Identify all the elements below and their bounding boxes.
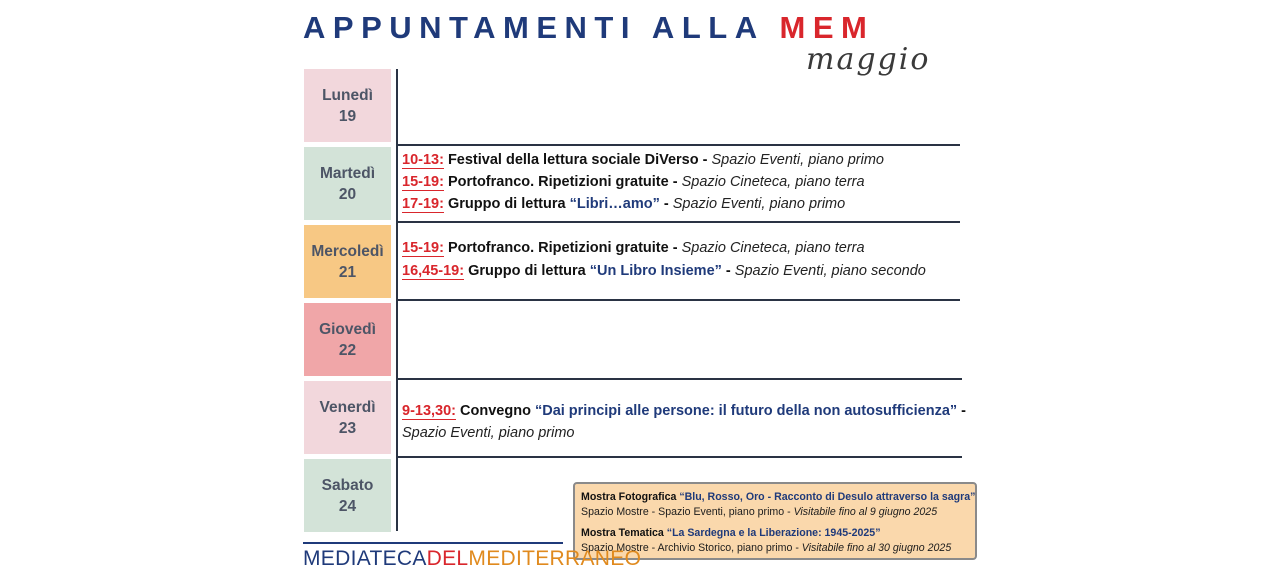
exhibition-location: Spazio Mostre - Spazio Eventi, piano primo - <box>581 505 794 518</box>
exhibition-details <box>581 505 969 520</box>
event-quote: “Un Libro Insieme” <box>589 263 722 279</box>
row-divider <box>398 456 962 458</box>
logo-part-mediateca: MEDIATECA <box>303 547 427 570</box>
event-time: 10-13: <box>402 152 444 168</box>
day-name: Giovedì <box>319 320 376 338</box>
title-highlight: MEM <box>779 10 875 45</box>
day-name: Sabato <box>321 476 374 494</box>
event-title: Convegno <box>456 403 535 419</box>
exhibition-title <box>581 526 969 541</box>
event-time: 15-19: <box>402 174 444 190</box>
day-box-monday <box>304 69 391 142</box>
page-title <box>303 10 874 46</box>
event-separator: - <box>668 174 682 190</box>
event-title: Gruppo di lettura <box>464 263 590 279</box>
day-number: 21 <box>338 263 357 281</box>
event-quote: “Dai principi alle persone: il futuro della non autosufficienza” <box>534 403 958 419</box>
wednesday-events <box>402 237 926 283</box>
event-separator: - <box>698 152 712 168</box>
event-title: Portofranco. Ripetizioni gratuite <box>443 174 669 190</box>
row-divider <box>398 144 960 146</box>
day-number: 22 <box>338 341 357 359</box>
footer-rule <box>303 542 563 544</box>
logo-part-mediterraneo: MEDITERRANEO <box>468 547 642 570</box>
event-time: 15-19: <box>402 240 444 256</box>
day-name: Venerdì <box>319 398 376 416</box>
day-box-wednesday <box>304 225 391 298</box>
day-box-friday <box>304 381 391 454</box>
exhibition-title <box>581 490 976 505</box>
exhibition-quote: “Blu, Rosso, Oro - Racconto di Desulo attraverso la sagra” <box>679 491 976 503</box>
event-time: 17-19: <box>402 196 444 212</box>
day-number: 19 <box>338 107 357 125</box>
event-place: Spazio Eventi, piano secondo <box>734 263 926 279</box>
title-main: APPUNTAMENTI ALLA <box>303 10 780 45</box>
mediateca-logo <box>303 547 641 571</box>
logo-part-del: DEL <box>426 547 469 570</box>
event-place: Spazio Eventi, piano primo <box>672 196 846 212</box>
event-title: Festival della lettura sociale DiVerso <box>443 152 699 168</box>
event-separator: - <box>721 263 735 279</box>
event-item <box>402 149 884 171</box>
day-name: Martedì <box>319 164 376 182</box>
event-place: Spazio Eventi, piano primo <box>711 152 884 168</box>
event-time: 16,45-19: <box>402 263 465 279</box>
row-divider <box>398 221 960 223</box>
day-number: 23 <box>338 419 357 437</box>
event-place: Spazio Cineteca, piano terra <box>681 174 865 190</box>
friday-events <box>402 400 966 444</box>
day-number: 20 <box>338 185 357 203</box>
day-box-thursday <box>304 303 391 376</box>
event-quote: “Libri…amo” <box>569 196 660 212</box>
day-number: 24 <box>338 497 357 515</box>
tuesday-events <box>402 149 884 215</box>
exhibition-label: Mostra Fotografica <box>581 491 680 503</box>
exhibition-quote: “La Sardegna e la Liberazione: 1945-2025” <box>666 527 881 539</box>
day-box-tuesday <box>304 147 391 220</box>
event-place: Spazio Eventi, piano primo <box>402 425 575 441</box>
event-separator: - <box>957 403 966 419</box>
event-title: Portofranco. Ripetizioni gratuite <box>443 240 669 256</box>
day-box-saturday <box>304 459 391 532</box>
exhibition-until: Visitabile fino al 30 giugno 2025 <box>801 541 952 554</box>
event-time: 9-13,30: <box>402 403 457 419</box>
exhibition-until: Visitabile fino al 9 giugno 2025 <box>793 505 938 518</box>
row-divider <box>398 299 960 301</box>
day-name: Lunedì <box>322 86 373 104</box>
day-name: Mercoledì <box>311 242 384 260</box>
exhibition-location: Spazio Mostre - Archivio Storico, piano primo - <box>581 541 802 554</box>
event-separator: - <box>668 240 682 256</box>
event-item <box>402 193 884 215</box>
row-divider <box>398 378 962 380</box>
event-separator: - <box>659 196 673 212</box>
event-title: Gruppo di lettura <box>443 196 570 212</box>
event-item <box>402 400 966 422</box>
exhibition-label: Mostra Tematica <box>581 527 667 539</box>
event-place: Spazio Cineteca, piano terra <box>681 240 865 256</box>
event-item <box>402 171 884 193</box>
event-item <box>402 237 926 260</box>
month-subtitle: maggio <box>806 42 931 77</box>
event-item <box>402 260 926 283</box>
